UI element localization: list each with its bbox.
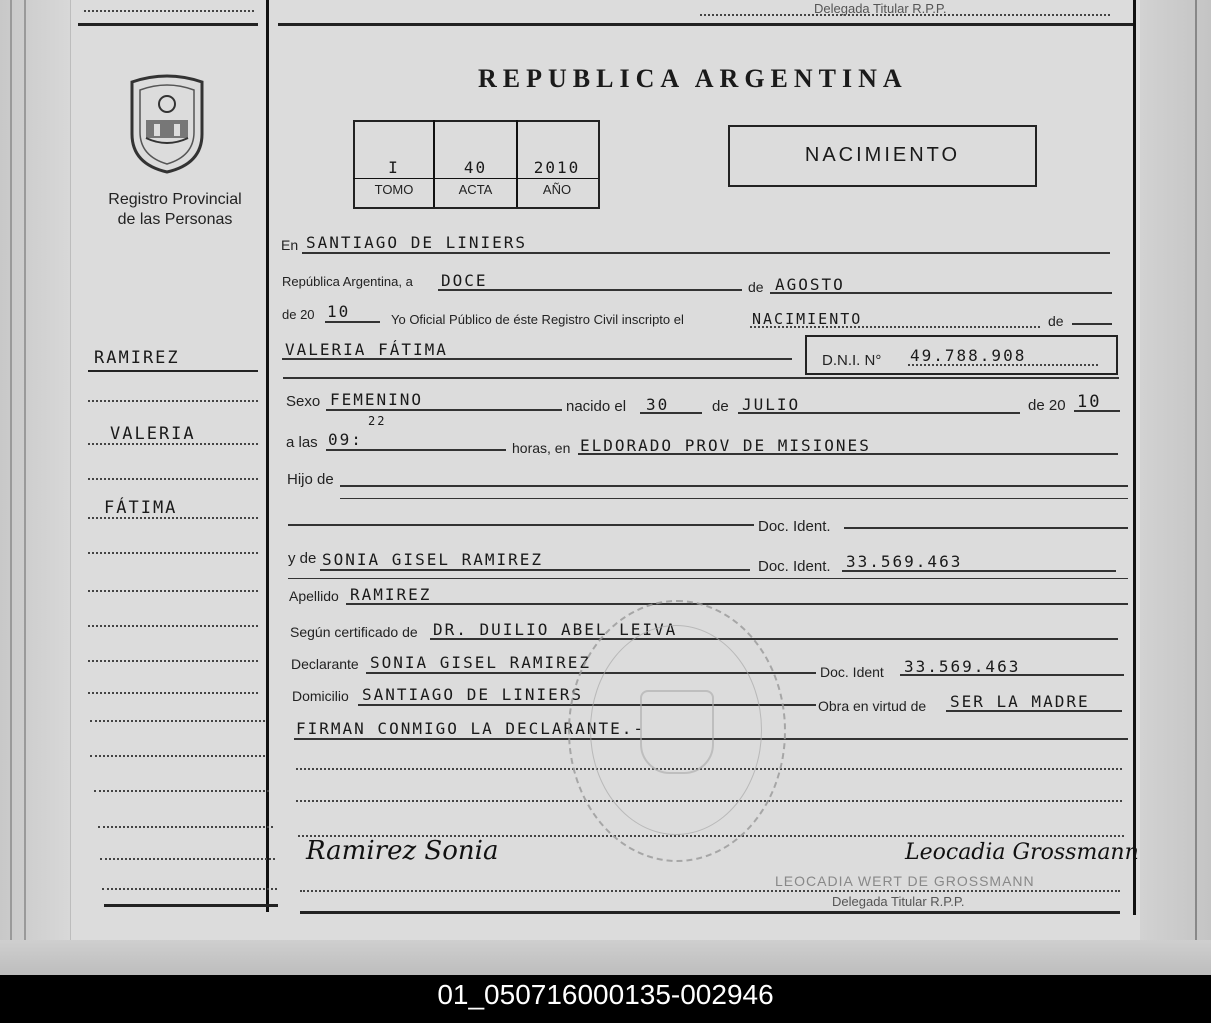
apellido-label: Apellido bbox=[289, 588, 339, 604]
book-bottom-edge bbox=[0, 940, 1211, 975]
fill-line bbox=[283, 377, 1119, 379]
fill-line bbox=[346, 603, 1128, 605]
bottom-rule bbox=[300, 911, 1120, 914]
hijo-label: Hijo de bbox=[287, 471, 334, 488]
republica-label: República Argentina, a bbox=[282, 274, 413, 289]
fill-line bbox=[640, 412, 702, 414]
birth-place-value: ELDORADO PROV DE MISIONES bbox=[580, 436, 871, 455]
fill-line bbox=[326, 409, 562, 411]
fill-line bbox=[750, 326, 1040, 328]
fill-line bbox=[326, 449, 506, 451]
margin-dotted-line bbox=[102, 888, 277, 890]
obra-value: SER LA MADRE bbox=[950, 692, 1090, 711]
image-id-caption: 01_050716000135-002946 bbox=[0, 975, 1211, 1023]
segun-label: Según certificado de bbox=[290, 624, 418, 640]
de-label-3: de bbox=[712, 398, 729, 415]
apellido-value: RAMIREZ bbox=[350, 585, 432, 604]
margin-bottom-rule bbox=[104, 904, 278, 907]
margin-dotted-line bbox=[98, 826, 273, 828]
country-title: REPUBLICA ARGENTINA bbox=[478, 64, 908, 93]
firman-text: FIRMAN CONMIGO LA DECLARANTE.- bbox=[296, 719, 645, 738]
fill-line bbox=[340, 498, 1128, 499]
place-value: SANTIAGO DE LINIERS bbox=[306, 233, 528, 252]
day-written-value: DOCE bbox=[441, 271, 488, 290]
birth-day-value: 30 bbox=[646, 395, 670, 414]
tomo-value: I bbox=[388, 158, 400, 177]
doc-ident-label-3: Doc. Ident bbox=[820, 664, 884, 680]
doc-ident-label-2: Doc. Ident. bbox=[758, 558, 831, 575]
margin-dotted-line bbox=[90, 720, 265, 722]
margin-dotted-line bbox=[94, 790, 269, 792]
top-rule bbox=[278, 23, 1133, 26]
fill-line bbox=[738, 412, 1020, 414]
margin-dotted-line bbox=[88, 400, 258, 402]
box-row-divider bbox=[353, 178, 598, 179]
margin-dotted-line bbox=[88, 552, 258, 554]
fill-line bbox=[770, 292, 1112, 294]
inscribed-value: NACIMIENTO bbox=[752, 310, 863, 328]
margin-dotted-line bbox=[90, 755, 265, 757]
birth-hour-value: 09: bbox=[328, 430, 363, 449]
year-suffix-value: 10 bbox=[327, 302, 351, 321]
page-edge-line bbox=[24, 0, 26, 975]
top-dotted-line bbox=[84, 10, 254, 12]
dni-label: D.N.I. N° bbox=[822, 352, 882, 369]
right-page-edge bbox=[1140, 0, 1211, 975]
stamp-crest-icon bbox=[640, 690, 714, 774]
fill-line bbox=[282, 358, 792, 360]
mother-doc-value: 33.569.463 bbox=[846, 552, 963, 571]
acta-label: ACTA bbox=[458, 182, 493, 197]
declarante-doc-value: 33.569.463 bbox=[904, 657, 1021, 676]
domicilio-label: Domicilio bbox=[292, 688, 349, 704]
acta-value: 40 bbox=[463, 158, 488, 177]
declarante-label: Declarante bbox=[291, 656, 359, 672]
fill-line bbox=[288, 524, 754, 526]
signature-line bbox=[300, 890, 1120, 892]
fill-line bbox=[1074, 410, 1120, 412]
mother-name-value: SONIA GISEL RAMIREZ bbox=[322, 550, 544, 569]
fill-line bbox=[340, 485, 1128, 487]
doc-ident-label: Doc. Ident. bbox=[758, 518, 831, 535]
margin-dotted-line bbox=[88, 478, 258, 480]
provincial-crest-icon bbox=[124, 74, 210, 174]
month-value: AGOSTO bbox=[775, 275, 845, 294]
tomo-label: TOMO bbox=[374, 182, 414, 197]
margin-surname: RAMIREZ bbox=[94, 348, 180, 368]
act-type-box: NACIMIENTO bbox=[728, 125, 1037, 187]
fill-line bbox=[946, 710, 1122, 712]
fill-line bbox=[844, 527, 1128, 529]
dni-value: 49.788.908 bbox=[910, 346, 1027, 365]
fill-line bbox=[438, 289, 742, 291]
margin-dotted-line bbox=[88, 692, 258, 694]
oficial-text: Yo Oficial Público de éste Registro Civil inscripto el bbox=[391, 312, 684, 327]
fill-line bbox=[900, 674, 1124, 676]
margin-dotted-line bbox=[88, 443, 258, 445]
margin-name-1: VALERIA bbox=[110, 424, 196, 444]
official-signature: Leocadia Grossmann bbox=[905, 840, 1139, 865]
left-top-rule bbox=[78, 23, 258, 26]
margin-dotted-line bbox=[88, 517, 258, 519]
de-label-2: de bbox=[1048, 313, 1064, 329]
fill-line bbox=[320, 569, 750, 571]
registry-line-2: de las Personas bbox=[117, 211, 233, 228]
fill-line bbox=[1072, 323, 1112, 325]
year-prefix-label: de 20 bbox=[282, 307, 315, 322]
declarante-value: SONIA GISEL RAMIREZ bbox=[370, 653, 592, 672]
fill-line bbox=[302, 252, 1110, 254]
official-name: LEOCADIA WERT DE GROSSMANN bbox=[775, 873, 1035, 889]
obra-label: Obra en virtud de bbox=[818, 698, 927, 714]
fill-line bbox=[908, 364, 1098, 366]
fill-line bbox=[288, 578, 1128, 579]
left-column-divider bbox=[266, 0, 269, 912]
full-name-value: VALERIA FÁTIMA bbox=[285, 340, 448, 359]
margin-rule bbox=[88, 370, 258, 372]
declarante-signature: Ramirez Sonia bbox=[306, 836, 499, 866]
fill-line bbox=[430, 638, 1118, 640]
yde-label: y de bbox=[288, 550, 317, 567]
margin-dotted-line bbox=[88, 590, 258, 592]
top-official-title: Delegada Titular R.P.P. bbox=[814, 1, 947, 16]
registry-line-1: Registro Provincial bbox=[108, 191, 242, 208]
right-border bbox=[1133, 0, 1136, 915]
registry-name bbox=[92, 190, 258, 230]
en-label: En bbox=[281, 237, 299, 253]
ano-value: 2010 bbox=[533, 158, 581, 177]
birth-minutes-value: 22 bbox=[368, 414, 387, 428]
fill-line bbox=[842, 570, 1116, 572]
certificate-doctor-value: DR. DUILIO ABEL LEIVA bbox=[433, 620, 678, 639]
margin-dotted-line bbox=[100, 858, 275, 860]
domicilio-value: SANTIAGO DE LINIERS bbox=[362, 685, 584, 704]
de20-label: de 20 bbox=[1028, 397, 1066, 414]
margin-name-2: FÁTIMA bbox=[104, 498, 178, 518]
official-title: Delegada Titular R.P.P. bbox=[832, 894, 965, 909]
horas-label: horas, en bbox=[512, 440, 571, 456]
fill-line bbox=[325, 321, 380, 323]
sexo-label: Sexo bbox=[286, 393, 321, 410]
de-label: de bbox=[748, 279, 764, 295]
nacido-label: nacido el bbox=[566, 398, 627, 415]
fill-line bbox=[578, 453, 1118, 455]
sexo-value: FEMENINO bbox=[330, 390, 424, 409]
birth-year-suffix-value: 10 bbox=[1077, 392, 1102, 412]
alas-label: a las bbox=[286, 434, 318, 451]
ano-label: AÑO bbox=[542, 182, 572, 197]
page-edge-line bbox=[1195, 0, 1197, 975]
page-edge-line bbox=[10, 0, 12, 975]
margin-dotted-line bbox=[88, 660, 258, 662]
birth-month-value: JULIO bbox=[742, 395, 801, 414]
margin-dotted-line bbox=[88, 625, 258, 627]
